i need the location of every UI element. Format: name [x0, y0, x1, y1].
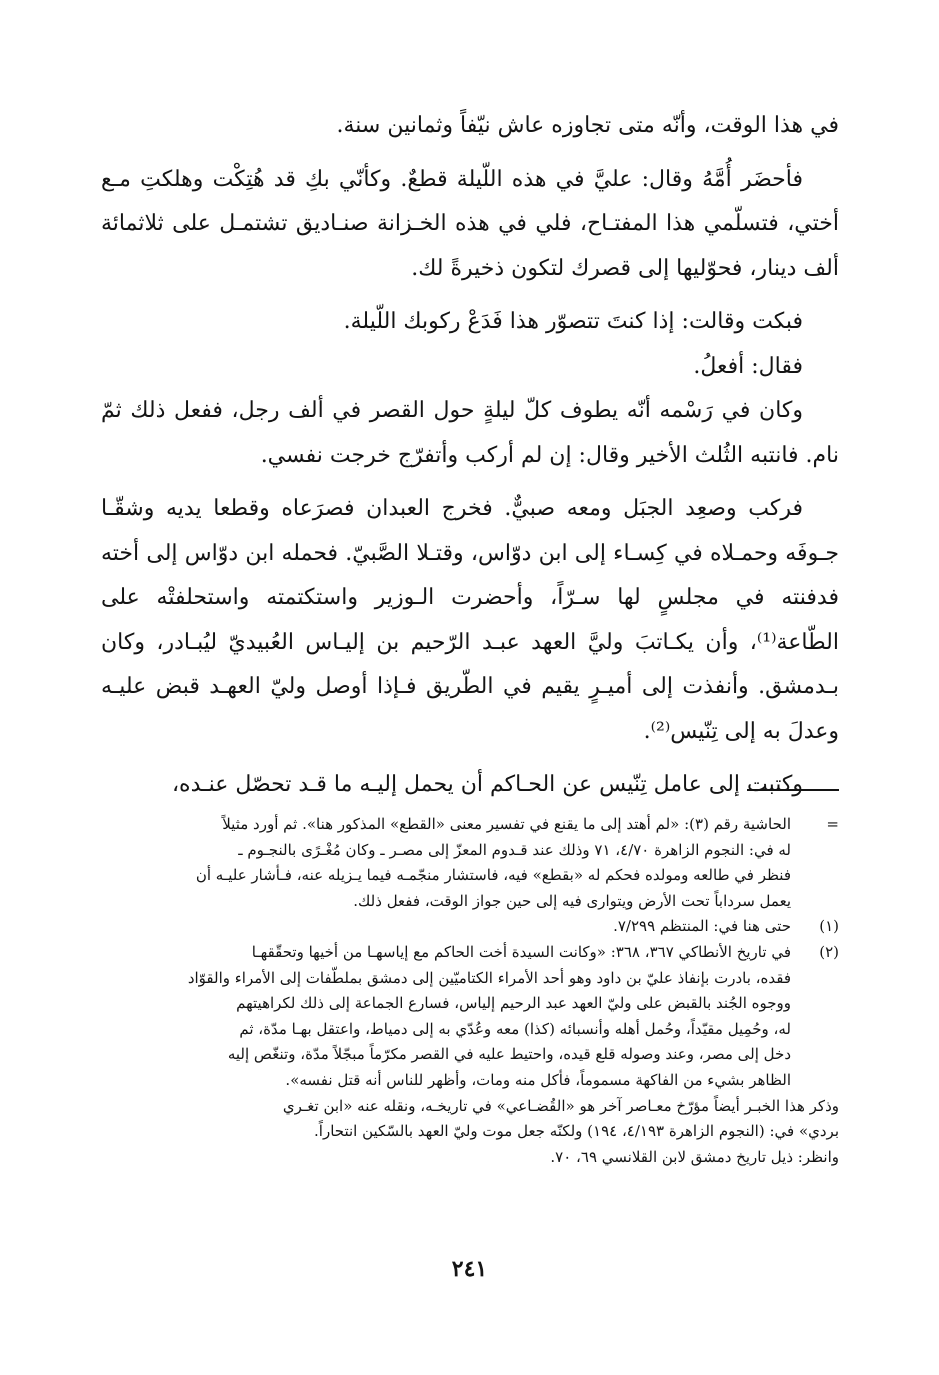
footnote-2 [101, 940, 839, 1094]
footnote-divider [747, 789, 839, 791]
page-number: ٢٤١ [451, 1256, 488, 1282]
paragraph-2: فأحضَر أُمَّهُ وقال: عليَّ في هذه اللّيلة قطعٌ. وكأنّي بكِ قد هُتِكْت وهلكتِ مـع أختي، فتسلّمي هذا المفتـاح، فلي في هذه الخـزانة صنـاديق تشتمـل على ثلاثمائة ألف دينار، فحوّليها إلى قصرك لتكون ذخيرةً لك. [101, 166, 839, 281]
paragraph-3: فبكت وقالت: إذا كنتَ تتصوّر هذا فَدَعْ ركوبك اللّيلة. [343, 309, 803, 334]
paragraph-6: فركب وصعِد الجبَل ومعه صبيٌّ. فخرج العبدان فصرَعاه وقطعا يديه وشقّـا جـوفَه وحمـلاه في كِسـاء إلى ابن دوّاس، وقتـلا الصَّبيّ. فحمله ابن دوّاس إلى أخته فدفنته في مجلسٍ لها سـرّاً، وأحضرت الـوزير واستكتمته واستحلفتْه على الطّاعة⁽¹⁾، وأن يكـاتبَ وليَّ العهد عبـد الرّحيم بن إليـاس العُبيديّ ليُبـادر، وكان بـدمشق. وأنفذت إلى أميـرٍ يقيم في الطّريق فـإذا أوصل وليّ العهـد قبض عليـه وعدلَ به إلى تِنّيس⁽²⁾. [101, 496, 839, 744]
footnote-continuation [101, 812, 839, 914]
paragraph-4: فقال: أفعلُ. [693, 353, 803, 379]
footnote-line: له، وحُمِيل مقيّداً، وحُمل أهله وأنسبائه (كذا) معه وعُدّي به إلى دمياط، واعتقل بهـا مدّة، ثم [239, 1019, 791, 1038]
footnote-trailing-line: وانظر: ذيل تاريخ دمشق لابن القلانسي ٦٩، ٧٠. [550, 1147, 839, 1166]
footnote-trailing-line: وذكر هذا الخبـر أيضاً مؤرّخ معـاصر آخر هو «القُضـاعي» في تاريخـه، ونقله عنه «ابن تغـري [282, 1096, 839, 1115]
footnote-trailing-line: بردي» في: (النجوم الزاهرة ٤/١٩٣، ١٩٤) ولكنّه جعل موت وليّ العهد بالسّكين انتحاراً. [314, 1122, 839, 1141]
paragraph-7: وكتبت إلى عامل تِنّيس عن الحـاكم أن يحمل إليـه ما قـد تحصّل عنـده، [171, 772, 803, 797]
footnote-marker: (٢) [819, 942, 839, 961]
footnote-line: دخل إلى مصر، وعند وصوله قلع قيده، واحتيط عليه في القصر مكرّماً مبجّلاً مدّة، وتنغّص إليه [227, 1045, 791, 1064]
footnote-marker: (١) [819, 917, 839, 936]
paragraph-5: وكان في رَسْمه أنّه يطوف كلّ ليلةٍ حول القصر في ألف رجل، ففعل ذلك ثمّ نام. فانتبه الثُلث الأخير وقال: إن لم أركب وأتفرّج خرجت نفسي. [101, 398, 839, 468]
footnote-line: في تاريخ الأنطاكي ٣٦٧، ٣٦٨: «وكانت السيدة أخت الحاكم مع إياسهـا من أخيها وتحقّقهـا [251, 942, 791, 961]
footnote-line: يعمل سرداباً تحت الأرض ويتوارى فيه إلى حين جواز الوقت، ففعل ذلك. [353, 891, 791, 910]
paragraph-1: في هذا الوقت، وأنّه متى تجاوزه عاش نيّفاً وثمانين سنة. [336, 113, 839, 138]
footnote-body [101, 812, 791, 914]
footnotes [101, 812, 839, 1170]
main-text [101, 104, 839, 808]
footnote-line: الظاهر بشيء من الفاكهة مسموماً، فأكل منه ومات، وأظهر للناس أنه قتل نفسه». [285, 1070, 791, 1089]
footnote-body [101, 940, 791, 1094]
footnote-line: فنظر في طالعه ومولده فحكم له «بقطع» فيه، فاستشار منجّمـه فيما يـزيله عنه، فـأشار عليـه أن [195, 866, 791, 885]
footnote-line: حتى هنا في: المنتظم ٧/٢٩٩. [613, 917, 791, 936]
footnote-line: له في: النجوم الزاهرة ٤/٧٠، ٧١ وذلك عند قـدوم المعزّ إلى مصـر ـ وكان مُغْـرًى بالنجـوم ـ [238, 840, 791, 859]
footnote-line: ووجوه الجُند بالقبض على وليّ العهد عبد الرحيم إلياس، فسارع الجماعة إلى ذلك لكراهيتهم [236, 994, 791, 1013]
footnote-line: فقده، بادرت بإنفاذ عليّ بن داود وهو أحد الأمراء الكتاميّين إلى دمشق بملطّفات إلى الأمراء والقوّاد [187, 968, 791, 987]
footnote-marker: = [826, 815, 839, 833]
footnote-line: الحاشية رقم (٣): «لم أهتد إلى ما يقنع في تفسير معنى «القطع» المذكور هنا». ثم أورد مثيلاً [222, 815, 791, 833]
footnote-1 [101, 914, 839, 940]
footnote-body [101, 914, 791, 940]
